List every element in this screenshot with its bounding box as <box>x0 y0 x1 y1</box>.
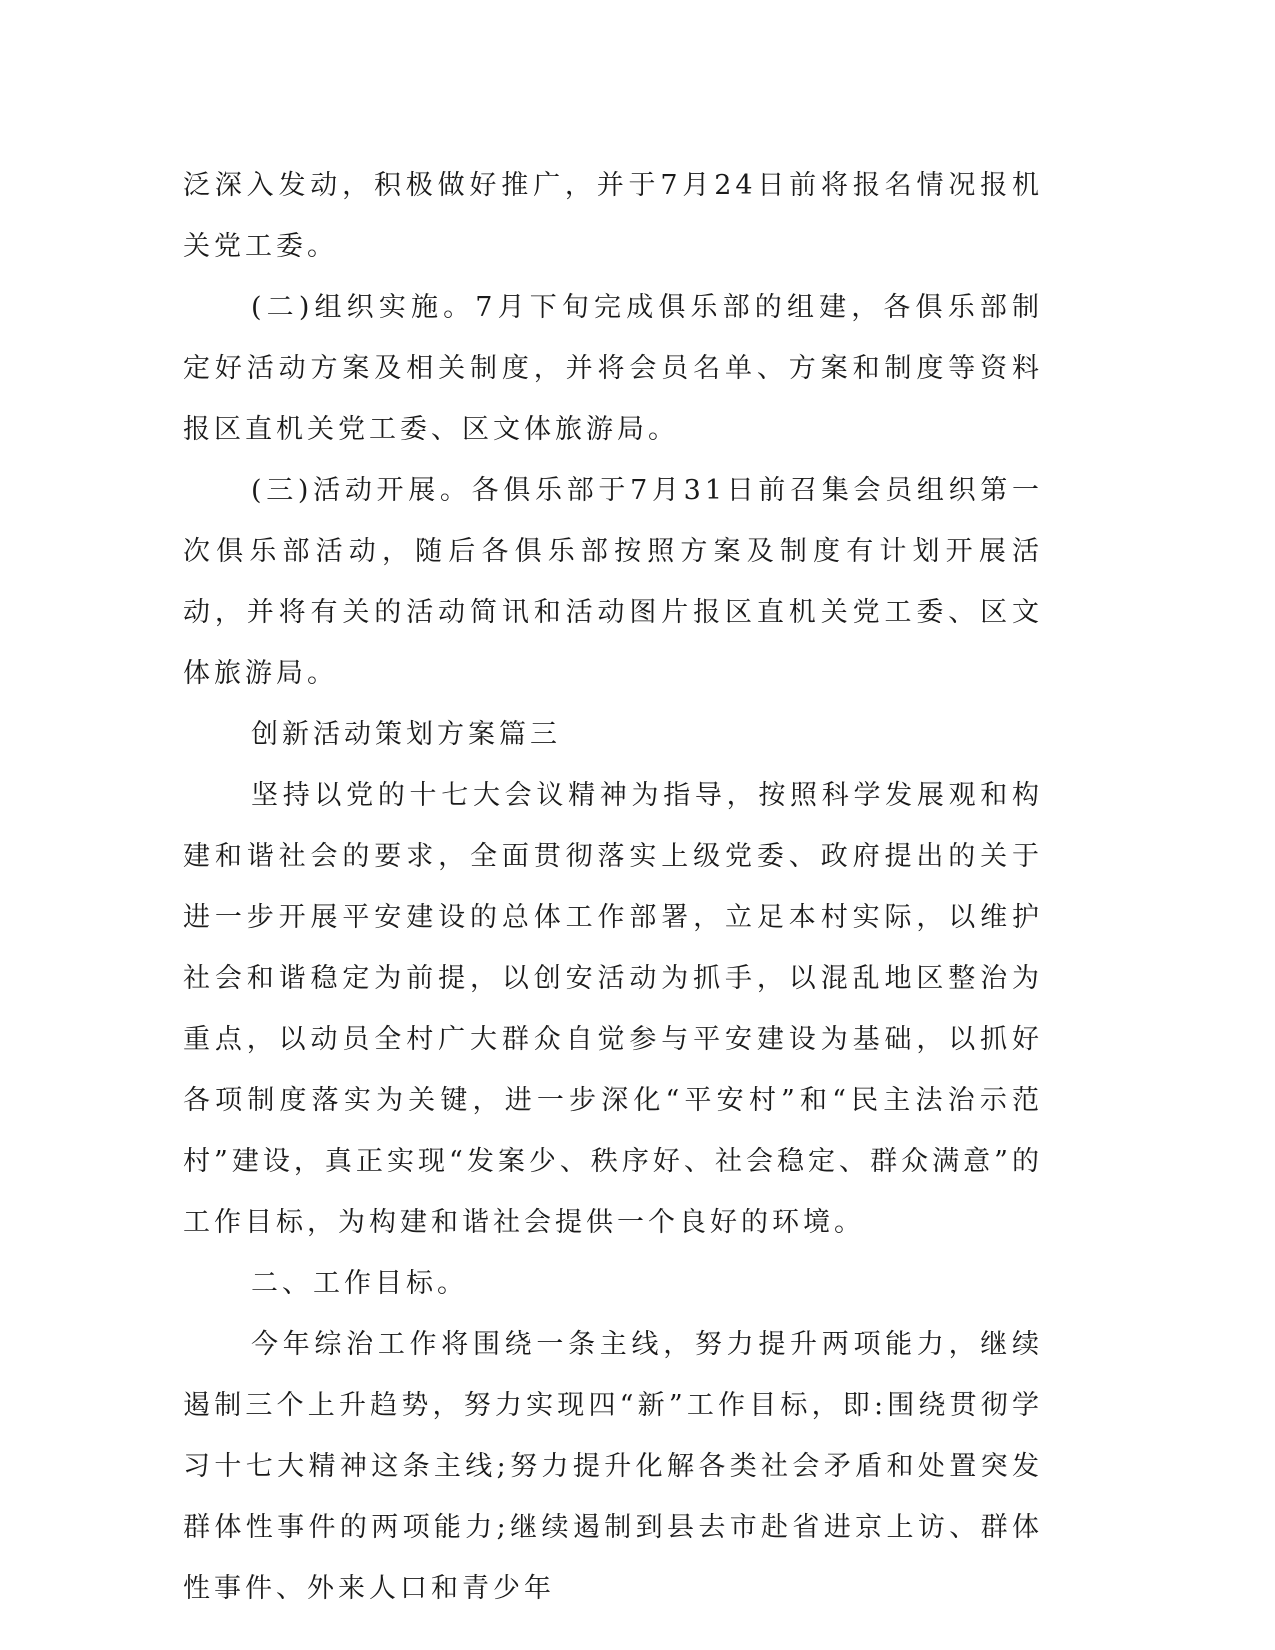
paragraph-3: (三)活动开展。各俱乐部于7月31日前召集会员组织第一次俱乐部活动，随后各俱乐部按照方案及制度有计划开展活动，并将有关的活动简讯和活动图片报区直机关党工委、区文体旅游局。 <box>183 475 1043 689</box>
document-body <box>183 155 1043 1619</box>
paragraph-4: 坚持以党的十七大会议精神为指导，按照科学发展观和构建和谐社会的要求，全面贯彻落实上级党委、政府提出的关于进一步开展平安建设的总体工作部署，立足本村实际，以维护社会和谐稳定为前提，以创安活动为抓手，以混乱地区整治为重点，以动员全村广大群众自觉参与平安建设为基础，以抓好各项制度落实为关键，进一步深化“平安村”和“民主法治示范村”建设，真正实现“发案少、秩序好、社会稳定、群众满意”的工作目标，为构建和谐社会提供一个良好的环境。 <box>183 780 1043 1238</box>
paragraph-5: 今年综治工作将围绕一条主线，努力提升两项能力，继续遏制三个上升趋势，努力实现四“新”工作目标，即:围绕贯彻学习十七大精神这条主线;努力提升化解各类社会矛盾和处置突发群体性事件的两项能力;继续遏制到县去市赴省进京上访、群体性事件、外来人口和青少年 <box>183 1329 1043 1604</box>
section-heading: 创新活动策划方案篇三 <box>251 719 561 750</box>
subsection-heading: 二、工作目标。 <box>251 1268 468 1299</box>
paragraph-2: (二)组织实施。7月下旬完成俱乐部的组建，各俱乐部制定好活动方案及相关制度，并将会员名单、方案和制度等资料报区直机关党工委、区文体旅游局。 <box>183 292 1043 445</box>
paragraph-1: 泛深入发动，积极做好推广，并于7月24日前将报名情况报机关党工委。 <box>183 170 1043 262</box>
